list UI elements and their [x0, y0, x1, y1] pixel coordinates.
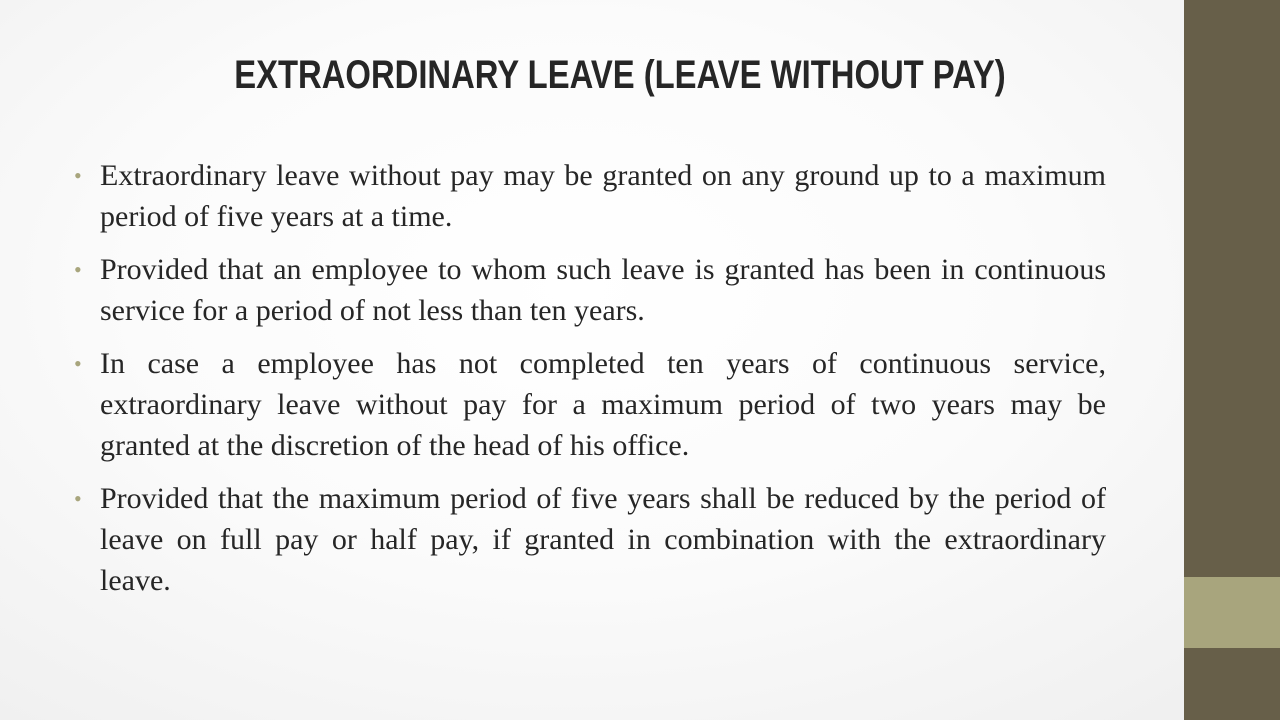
- bullet-item: [74, 478, 1106, 601]
- slide-title: EXTRAORDINARY LEAVE (LEAVE WITHOUT PAY): [234, 53, 1006, 97]
- bullet-point-icon: •: [74, 257, 82, 282]
- bullet-text: In case a employee has not completed ten years of continuous service, extraordinary leave without pay for a maximum period of two years may be granted at the discretion of the head of his office.: [100, 347, 1106, 462]
- bullet-item: [74, 343, 1106, 466]
- bullet-list: [74, 155, 1106, 613]
- bullet-text: Extraordinary leave without pay may be granted on any ground up to a maximum period of five years at a time.: [100, 159, 1106, 233]
- bullet-text: Provided that the maximum period of five years shall be reduced by the period of leave on full pay or half pay, if granted in combination with the extraordinary leave.: [100, 482, 1106, 597]
- bullet-text: Provided that an employee to whom such leave is granted has been in continuous service for a period of not less than ten years.: [100, 253, 1106, 327]
- bullet-item: [74, 249, 1106, 331]
- bullet-point-icon: •: [74, 486, 82, 511]
- bullet-point-icon: •: [74, 351, 82, 376]
- bullet-item: [74, 155, 1106, 237]
- bullet-point-icon: •: [74, 163, 82, 188]
- sidebar-accent-block: [1184, 577, 1280, 648]
